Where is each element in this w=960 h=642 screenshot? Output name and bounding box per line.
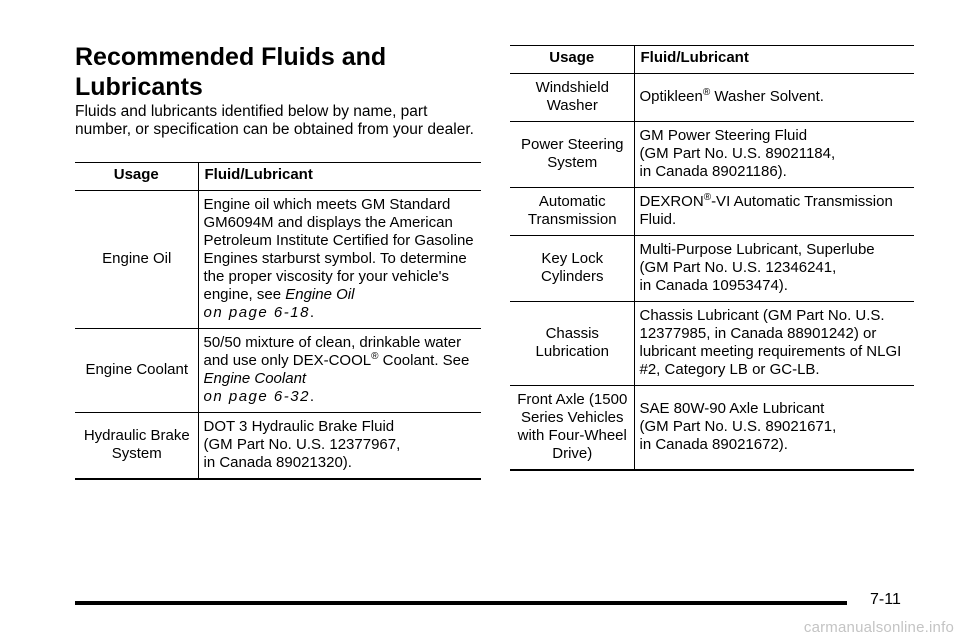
fluid-text: Coolant. See	[382, 352, 470, 369]
fluids-table-right	[510, 45, 914, 471]
fluid-cell	[198, 413, 481, 480]
watermark: carmanualsonline.info	[803, 619, 954, 636]
table-row	[510, 122, 914, 188]
page-title: Recommended Fluids and Lubricants	[75, 43, 387, 101]
registered-mark: ®	[703, 192, 712, 203]
fluid-line: in Canada 89021320).	[203, 454, 352, 471]
fluid-cell	[198, 329, 481, 413]
usage-cell: Automatic Transmission	[510, 188, 634, 236]
fluid-line: GM Power Steering Fluid	[639, 127, 808, 144]
usage-cell: Hydraulic Brake System	[75, 413, 198, 480]
usage-cell: Engine Oil	[75, 191, 198, 329]
fluid-line: in Canada 89021672).	[639, 436, 788, 453]
table-row	[510, 302, 914, 386]
fluid-line: in Canada 89021186).	[639, 163, 787, 180]
cross-reference: Engine Oil	[285, 286, 355, 303]
fluid-line: (GM Part No. U.S. 12346241,	[639, 259, 837, 276]
usage-cell: Engine Coolant	[75, 329, 198, 413]
fluid-line: Multi-Purpose Lubricant, Superlube	[639, 241, 875, 258]
footer-rule	[75, 601, 847, 605]
usage-cell: Front Axle (1500 Series Vehicles with Four-Wheel Drive)	[510, 386, 634, 471]
fluid-text: 50/50 mixture of clean, drinkable water and use only DEX-COOL	[203, 334, 462, 369]
fluid-text: Washer Solvent.	[710, 88, 824, 105]
fluid-cell	[634, 122, 914, 188]
cross-reference: Engine Coolant	[203, 370, 307, 387]
fluid-header: Fluid/Lubricant	[634, 46, 914, 74]
fluid-text: -VI Automatic Transmission Fluid.	[639, 193, 893, 228]
usage-cell: Key Lock Cylinders	[510, 236, 634, 302]
table-header-row	[510, 46, 914, 74]
fluid-cell	[634, 188, 914, 236]
usage-cell: Chassis Lubrication	[510, 302, 634, 386]
cross-reference-page: on page 6-18	[203, 304, 310, 321]
punctuation: .	[309, 304, 315, 321]
fluid-line: in Canada 10953474).	[639, 277, 788, 294]
table-row	[75, 413, 481, 480]
intro-paragraph: Fluids and lubricants identified below by name, part number, or specification can be obtained from your dealer.	[75, 103, 474, 138]
fluid-cell	[634, 386, 914, 471]
usage-header: Usage	[510, 46, 634, 74]
fluid-text: Optikleen	[639, 88, 703, 105]
usage-header: Usage	[75, 163, 198, 191]
fluid-line: (GM Part No. U.S. 89021671,	[639, 418, 837, 435]
usage-cell: Power Steering System	[510, 122, 634, 188]
punctuation: .	[309, 388, 315, 405]
table-row	[75, 191, 481, 329]
table-row	[510, 386, 914, 471]
registered-mark: ®	[371, 351, 379, 362]
fluid-line: SAE 80W-90 Axle Lubricant	[639, 400, 825, 417]
fluid-cell: Chassis Lubricant (GM Part No. U.S. 12377985, in Canada 88901242) or lubricant meeting requirements of NLGI #2, Category LB or GC-LB.	[634, 302, 914, 386]
table-header-row	[75, 163, 481, 191]
fluid-cell	[634, 74, 914, 122]
table-row	[510, 188, 914, 236]
fluid-cell	[634, 236, 914, 302]
fluid-cell	[198, 191, 481, 329]
table-row	[510, 236, 914, 302]
fluid-text: DEXRON	[639, 193, 704, 210]
fluids-table-left	[75, 162, 481, 480]
registered-mark: ®	[702, 87, 711, 98]
fluid-line: (GM Part No. U.S. 12377967,	[203, 436, 401, 453]
page-number: 7-11	[870, 591, 901, 608]
fluid-line: DOT 3 Hydraulic Brake Fluid	[203, 418, 395, 435]
cross-reference-page: on page 6-32	[203, 388, 310, 405]
table-row	[75, 329, 481, 413]
fluid-text: Engine oil which meets GM Standard GM6094M and displays the American Petroleum Institute Certified for Gasoline Engines starburst symbol. To determine the proper viscosity for your vehicle's engine, see	[203, 196, 474, 303]
fluid-header: Fluid/Lubricant	[198, 163, 481, 191]
table-row	[510, 74, 914, 122]
fluid-line: (GM Part No. U.S. 89021184,	[639, 145, 836, 162]
usage-cell: Windshield Washer	[510, 74, 634, 122]
